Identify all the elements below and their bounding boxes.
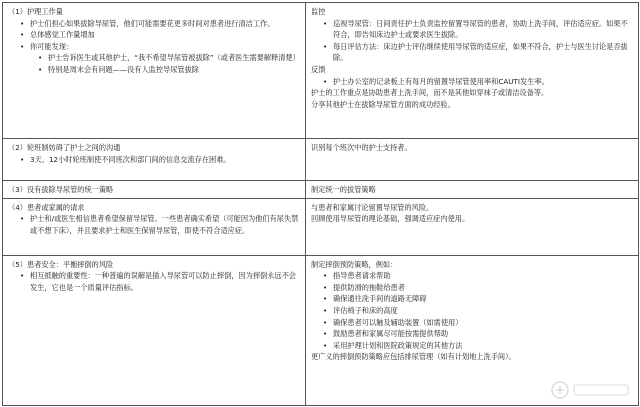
cell-left-2 xyxy=(3,181,306,199)
cell-heading: 识别每个班次中的护士支持者。 xyxy=(311,143,412,152)
watermark-logo-icon xyxy=(550,379,632,401)
bullet-item: • 确保患者可以触及辅助装置（如需使用） xyxy=(311,317,633,329)
bullet-item: • 评估椅子和床的高度 xyxy=(311,305,633,317)
cell-heading: 制定统一的拔管策略 xyxy=(311,185,376,194)
bullet-item: • 护士和/或医生相信患者希望保留导尿管。一些患者确实希望（可能因为他们有尿失禁或不想下床），并且要求护士和医生保留导尿管，即使不符合适应症。 xyxy=(8,213,300,236)
cell-left-0 xyxy=(3,3,306,139)
bullet-item: • 鼓励患者和家属尽可能按需提供帮助 xyxy=(311,328,633,340)
cell-left-4 xyxy=(3,255,306,405)
cell-heading: （4）患者或家属的请求 xyxy=(8,202,85,212)
cell-right-0 xyxy=(306,3,639,139)
cell-heading: 监控 xyxy=(311,7,326,16)
text-line: 分享其他护士在拔除导尿管方面的成功经验。 xyxy=(311,99,455,109)
cell-heading: （2）轮班制妨碍了护士之间的沟通 xyxy=(8,143,121,152)
cell-right-2 xyxy=(306,181,639,199)
cell-left-1 xyxy=(3,139,306,181)
text-line: 更广义的摔倒预防策略应包括排尿管理（如有计划地上洗手间）。 xyxy=(311,352,516,362)
text-line: 回顾使用导尿管的理论基础，强调适应症内使用。 xyxy=(311,214,470,224)
bullet-item: • 提供防滑的拖鞋给患者 xyxy=(311,282,633,294)
bullet-item: • 相互抵触的重要性：一种普遍的误解是插入导尿管可以防止摔倒，因为摔倒永远不会发生，它也是一个质量评估指标。 xyxy=(8,270,300,293)
cell-right-1 xyxy=(306,139,639,181)
cell-heading: 制定摔倒预防策略，例如： xyxy=(311,259,398,269)
bullet-item: • 指导患者请求帮助 xyxy=(311,270,633,282)
bullet-item: • 特别是周末会有问题——没有人监控导尿管拔除 xyxy=(8,64,300,76)
cell-heading: 与患者和家属讨论留置导尿管的风险。 xyxy=(311,202,434,212)
bullet-item: • 护士们担心如果拔除导尿管，他们可能需要花更多时间对患者进行清洁工作。 xyxy=(8,18,300,30)
bullet-item: • 你可能发现： xyxy=(8,41,300,53)
cell-heading: （1）护理工作量 xyxy=(8,7,63,16)
bullet-item: • 3天、12小时轮班制使不同班次和部门间的信息交流存在困难。 xyxy=(8,154,300,166)
cell-left-3 xyxy=(3,198,306,255)
cell-heading: （5）患者安全：平衡摔倒的风险 xyxy=(8,259,114,269)
table-row xyxy=(3,139,639,181)
bullet-item: • 巡视导尿管：日间责任护士负责监控留置导尿管的患者，协助上洗手间，评估适应症。如果不符合，即告知床边护士或要求医生拔除。 xyxy=(311,18,633,41)
table-row xyxy=(3,255,639,405)
bullet-item: • 护士办公室的记录板上有每月的留置导尿管使用率和CAUTI发生率。 xyxy=(311,76,633,88)
bullet-item: • 采用护理计划和医院政策规定的其他方法 xyxy=(311,340,633,352)
table-row xyxy=(3,3,639,139)
bullet-item: • 护士告诉医生或其他护士，“我不希望导尿管被拔除”（或者医生需要解释清楚） xyxy=(8,52,300,64)
table-row xyxy=(3,181,639,199)
text-line: 反馈 xyxy=(311,64,326,74)
cell-right-3 xyxy=(306,198,639,255)
text-line: 护士的工作重点是协助患者上洗手间，而不是其他如穿袜子或清洁设备等。 xyxy=(311,88,549,98)
bullet-item: • 确保通往洗手间的道路无障碍 xyxy=(311,293,633,305)
cell-heading: （3）没有拔除导尿管的统一策略 xyxy=(8,185,114,194)
bullet-item: • 总体感觉工作量增加 xyxy=(8,29,300,41)
table-row xyxy=(3,198,639,255)
barrier-strategy-table xyxy=(2,2,639,406)
bullet-item: • 每日评估方法：床边护士评估继续使用导尿管的适应症，如果不符合，护士与医生讨论是否拔除。 xyxy=(311,41,633,64)
